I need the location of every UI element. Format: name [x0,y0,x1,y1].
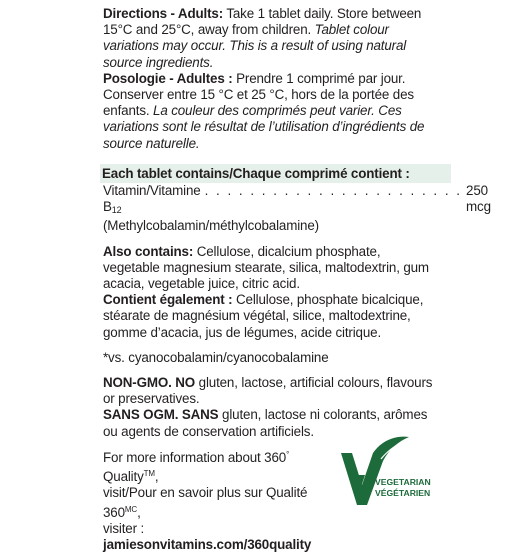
directions-fr-italic: La couleur des comprimés peut varier. Ces variations sont le résultat de l’utilisation d’ingrédients de source naturelle. [103,103,425,151]
nongmo-fr-text: gluten, lactose ni colorants, arômes ou agents de conservation artificiels. [103,407,428,439]
also-contains-en [103,244,433,293]
directions-en [103,6,433,71]
more-info-comma: , [154,469,159,485]
more-info-comma2: , [137,504,141,520]
ingredient-form: (Methylcobalamin/méthylcobalamine) [103,218,319,234]
contents-heading-bar [100,164,451,183]
directions-fr-label: Posologie - Adultes : [103,70,233,86]
more-info-line1 [103,447,333,485]
also-fr-label: Contient également : [103,292,233,308]
more-info-line1-text: For more information about 360 [103,450,287,465]
vegetarian-v-leaf-icon [337,435,445,511]
more-info-line2 [103,485,333,520]
directions-fr-text: Prendre 1 comprimé par jour. Conserver entre 15 °C et 25 °C, hors de la portée des enfants. [103,70,414,119]
more-info-quality: Quality [103,469,144,485]
contents-heading: Each tablet contains/Chaque comprimé contient : [102,165,410,181]
ingredient-dots: . . . . . . . . . . . . . . . . . . . . . . . [204,183,463,199]
website-link[interactable]: jamiesonvitamins.com/360quality [103,537,312,553]
nongmo-en-text: gluten, lactose, artificial colours, flavours or preservatives. [103,375,433,407]
directions-fr [103,71,433,152]
more-info-line2-text: visit/Pour en savoir plus sur Qualité 360 [103,485,308,520]
ingredient-name-text: Vitamin/Vitamine B [103,183,201,215]
mc-mark: MC [124,504,138,514]
more-info-line3 [103,521,333,553]
also-fr-text: Cellulose, phosphate bicalcique, stéarate de magnésium végétal, silice, maltodextrine, gomme d’acacia, jus de légumes, acide citrique. [103,292,424,340]
ingredient-subscript: 12 [111,205,122,216]
directions-en-text: Take 1 tablet daily. Store between 15°C and 25°C, away from children. [103,6,422,38]
also-en-text: Cellulose, dicalcium phosphate, vegetable magnesium stearate, silica, maltodextrin, gum acacia, vegetable juice, citric acid. [103,243,429,292]
also-contains-fr [103,292,433,341]
vegetarian-badge [337,435,445,511]
badge-vegetarian-en: VEGETARIAN [375,477,431,487]
degree-mark: ° [286,450,290,459]
directions-en-italic: Tablet colour variations may occur. This is a result of using natural source ingredients. [103,22,407,70]
footnote: *vs. cyanocobalamin/cyanocobalamine [103,349,329,365]
more-info-visit: visiter : [103,520,145,536]
nongmo-en-label: NON-GMO. NO [103,375,196,391]
label-panel [102,6,491,440]
also-en-label: Also contains: [103,243,194,259]
ingredient-amount: 250 mcg [466,183,491,215]
nongmo-fr-label: SANS OGM. SANS [103,407,219,423]
trademark-mark: TM [143,469,155,479]
non-gmo-en [103,375,433,407]
ingredient-name [103,183,201,218]
ingredient-row [103,183,491,218]
more-info [103,447,333,553]
directions-en-label: Directions - Adults: [103,6,224,21]
badge-vegetarian-fr: VÉGÉTARIEN [375,488,431,498]
